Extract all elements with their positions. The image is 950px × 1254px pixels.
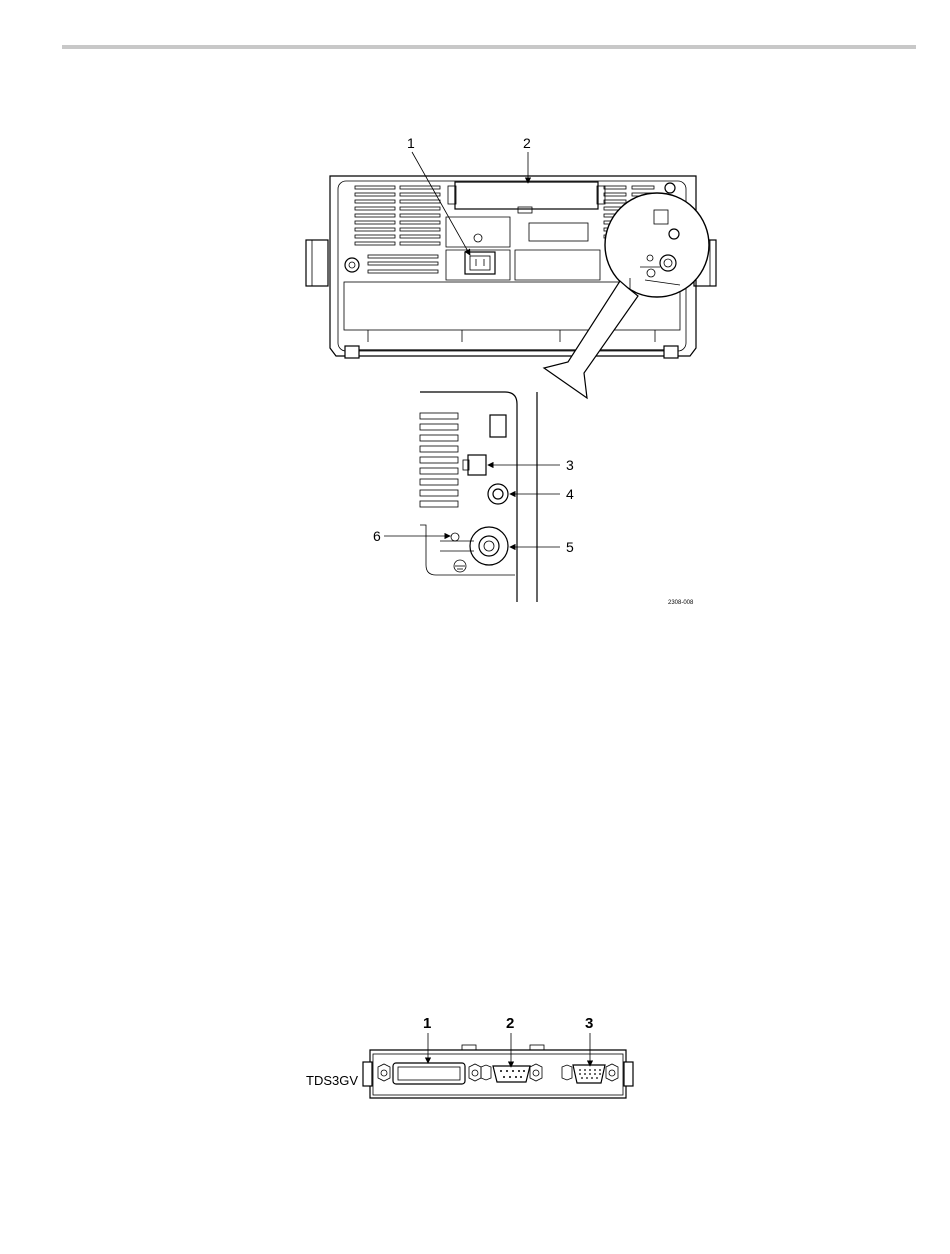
callout-3-label: 3 (566, 457, 574, 473)
zoom-arrow (544, 281, 638, 398)
callout-1-label: 1 (407, 135, 415, 151)
module-slot (455, 182, 598, 209)
figure-id: 2308-008 (668, 600, 694, 606)
ethernet-port (468, 455, 486, 475)
detail-view (420, 392, 537, 602)
rs232-connector (493, 1066, 530, 1082)
module-model-label: TDS3GV (306, 1073, 359, 1088)
callout-4-label: 4 (566, 486, 574, 502)
gpib-connector (393, 1063, 465, 1084)
instrument-rear-view (306, 176, 716, 358)
bnc-connector (488, 484, 508, 504)
ground-terminal (470, 527, 508, 565)
callout-5-label: 5 (566, 539, 574, 555)
detail-vent-slots (420, 413, 458, 507)
module-callout-3-label: 3 (585, 1015, 594, 1032)
left-handle (306, 240, 328, 286)
callout-6-label: 6 (373, 528, 381, 544)
module-callout-2-label: 2 (506, 1015, 515, 1032)
module-callout-1-label: 1 (423, 1015, 432, 1032)
ground-indicator (451, 533, 459, 541)
right-foot (664, 346, 678, 358)
tds3gv-module (363, 1045, 633, 1098)
power-connector (465, 252, 495, 274)
left-vent-slots (355, 186, 440, 273)
left-foot (345, 346, 359, 358)
callout-2-label: 2 (523, 135, 531, 151)
